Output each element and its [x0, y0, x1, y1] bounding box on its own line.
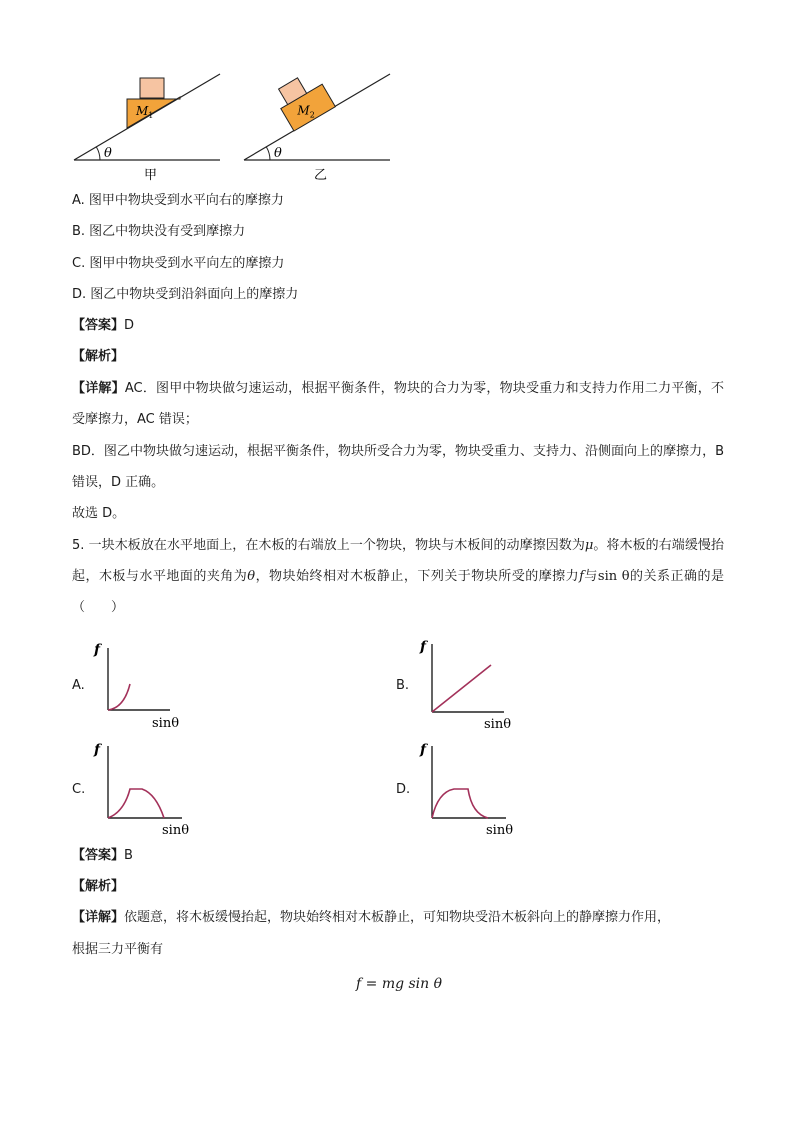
small-block-left — [140, 78, 164, 98]
q5-stem-part5: 的关系正确的是（ ） — [72, 569, 724, 615]
q5-stem-part4: 与 — [583, 569, 598, 584]
q5-graph-d-label: D. — [396, 782, 411, 797]
q4-detail-p2: BD．图乙中物块做匀速运动，根据平衡条件，物块所受合力为零，物块受重力、支持力、沿侧面向上的摩擦力，B 错误，D 正确。 — [72, 444, 724, 490]
incline-right-angle-arc — [266, 147, 270, 160]
q4-detail-p1-text: AC．图甲中物块做匀速运动，根据平衡条件，物块的合力为零，物块受重力和支持力作用二力平衡，不受摩擦力，AC 错误； — [72, 381, 724, 427]
block-m1-label: $M_1$ — [136, 104, 154, 120]
incline-left-angle: θ — [104, 146, 112, 161]
q5-graph-b-line — [432, 665, 491, 712]
q5-stem — [72, 530, 724, 623]
q4-option-b: B. 图乙中物块没有受到摩擦力 — [72, 224, 246, 239]
block-m1 — [127, 97, 180, 128]
q4-option-c: C. 图甲中物块受到水平向左的摩擦力 — [72, 256, 285, 271]
q4-analysis-tag: 【解析】 — [72, 349, 125, 364]
incline-left — [74, 74, 220, 183]
q4-option-d: D. 图乙中物块受到沿斜面向上的摩擦力 — [72, 287, 299, 302]
q5-graph-c-xaxis: sinθ — [162, 823, 190, 838]
q4-option-a: A. 图甲中物块受到水平向右的摩擦力 — [72, 193, 284, 208]
q5-graph-b — [414, 634, 524, 734]
incline-right — [244, 69, 390, 183]
q5-analysis-tag: 【解析】 — [72, 879, 125, 894]
incline-right-angle: θ — [274, 146, 282, 161]
q4-answer-value: D — [124, 318, 135, 333]
incline-figure — [60, 60, 420, 190]
q4-detail-p1 — [72, 373, 724, 435]
incline-left-angle-arc — [96, 147, 100, 160]
caption-left: 甲 — [144, 168, 158, 183]
q5-graph-b-label: B. — [396, 678, 410, 693]
q5-graph-b-yaxis: f — [420, 639, 427, 655]
q5-stem-part2: 。将木板的右端缓慢抬起，木板与水平地面的夹角为 — [72, 538, 724, 584]
q5-graph-c-curve — [108, 789, 164, 818]
q5-graph-d-xaxis: sinθ — [486, 823, 514, 838]
q5-stem-part3: ，物块始终相对木板静止，下列关于物块所受的摩擦力 — [255, 569, 580, 584]
q5-graph-a-xaxis: sinθ — [152, 716, 180, 731]
q5-graph-c-label: C. — [72, 782, 86, 797]
q5-f: f — [579, 569, 584, 584]
q5-graph-c-yaxis: f — [94, 742, 101, 758]
q5-sin-theta: sin θ — [597, 569, 630, 584]
q5-detail-p2: 根据三力平衡有 — [72, 942, 164, 957]
q5-graph-c — [90, 738, 200, 838]
q5-detail-p1-text: 依题意，将木板缓慢抬起，物块始终相对木板静止，可知物块受沿木板斜向上的静摩擦力作用， — [124, 910, 671, 925]
q5-theta: θ — [247, 569, 256, 584]
q5-graph-a-curve — [108, 684, 130, 710]
q5-detail-tag: 【详解】 — [72, 910, 125, 925]
q5-stem-part1: 5. 一块木板放在水平地面上，在木板的右端放上一个物块，物块与木板间的动摩擦因数为 — [72, 538, 585, 553]
q5-answer — [72, 848, 133, 864]
q5-graph-b-xaxis: sinθ — [484, 717, 512, 732]
q5-detail-p1 — [72, 910, 670, 926]
q4-conclusion: 故选 D。 — [72, 506, 126, 521]
block-m2-label: $M_2$ — [297, 103, 315, 120]
q4-detail-tag: 【详解】 — [72, 381, 125, 396]
q5-answer-value: B — [124, 848, 133, 863]
q5-graph-a-label: A. — [72, 678, 85, 693]
q5-graph-a-yaxis: f — [94, 642, 101, 658]
q5-graph-d-curve — [432, 789, 488, 818]
q5-mu: μ — [584, 538, 594, 553]
q5-graph-a — [90, 638, 200, 734]
q5-graph-d-yaxis: f — [420, 742, 427, 758]
q5-graph-d — [414, 738, 524, 838]
q4-answer — [72, 318, 134, 334]
q5-formula: f = mg sin θ — [356, 976, 443, 992]
q5-answer-tag: 【答案】 — [72, 848, 125, 863]
q4-answer-tag: 【答案】 — [72, 318, 125, 333]
caption-right: 乙 — [314, 168, 328, 183]
block-m2 — [272, 69, 336, 132]
